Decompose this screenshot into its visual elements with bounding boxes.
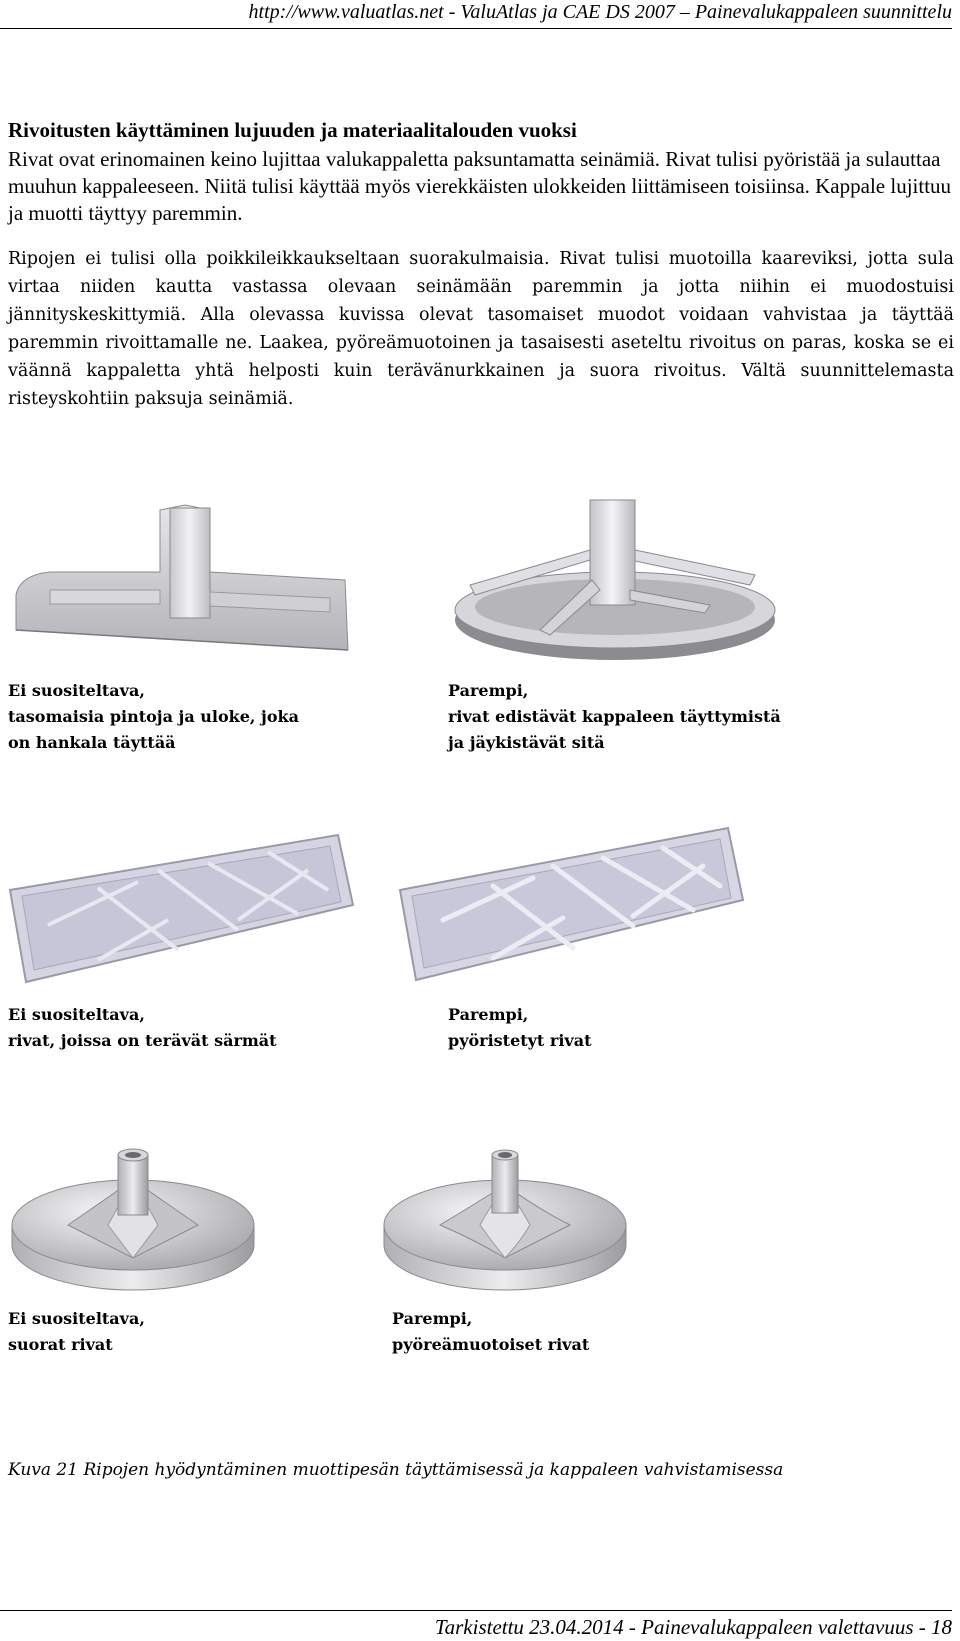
caption-line: Parempi, bbox=[392, 1309, 473, 1328]
caption-better-curved bbox=[392, 1306, 589, 1358]
caption-not-recommended-sharp bbox=[8, 1002, 277, 1054]
caption-line: suorat rivat bbox=[8, 1335, 113, 1354]
caption-not-recommended-flat bbox=[8, 678, 299, 756]
caption-line: Ei suositeltava, bbox=[8, 1309, 145, 1328]
figure-tray-sharp-ribs bbox=[8, 830, 358, 990]
caption-better-ribs bbox=[448, 678, 781, 756]
caption-line: tasomaisia pintoja ja uloke, joka bbox=[8, 707, 299, 726]
figure-ribbed-part bbox=[450, 495, 780, 665]
figure-disc-straight-ribs bbox=[8, 1140, 258, 1295]
figure-tray-rounded-ribs bbox=[398, 820, 748, 990]
caption-line: Parempi, bbox=[448, 681, 529, 700]
figure-disc-curved-ribs bbox=[380, 1140, 630, 1295]
caption-line: pyöreämuotoiset rivat bbox=[392, 1335, 590, 1354]
caption-better-rounded bbox=[448, 1002, 591, 1054]
caption-line: Ei suositeltava, bbox=[8, 1005, 145, 1024]
caption-not-recommended-straight bbox=[8, 1306, 145, 1358]
figure-flat-part-with-boss bbox=[10, 500, 360, 660]
figure-caption: Kuva 21 Ripojen hyödyntäminen muottipesän täyttämisessä ja kappaleen vahvistamisessa bbox=[8, 1460, 784, 1480]
caption-line: pyöristetyt rivat bbox=[448, 1031, 592, 1050]
paragraph-2: Ripojen ei tulisi olla poikkileikkaukseltaan suorakulmaisia. Rivat tulisi muotoilla kaareviksi, jotta sula virtaa niiden kautta vastassa olevaan seinämään paremmin ja jotta niihin ei muodostuisi jännityskeskittymiä. Alla olevassa kuvissa olevat tasomaiset muodot voidaan vahvistaa ja täyttää paremmin rivoittamalle ne. Laakea, pyöreämuotoinen ja tasaisesti aseteltu rivoitus on paras, koska se ei väännä kappaletta yhtä helposti kuin terävänurkkainen ja suora rivoitus. Vältä suunnittelemasta risteyskohtiin paksuja seinämiä. bbox=[8, 249, 954, 409]
section-title: Rivoitusten käyttäminen lujuuden ja materiaalitalouden vuoksi bbox=[8, 118, 577, 142]
caption-line: Ei suositeltava, bbox=[8, 681, 145, 700]
caption-line: ja jäykistävät sitä bbox=[448, 733, 605, 752]
page-footer bbox=[0, 1610, 952, 1640]
page-header bbox=[0, 0, 952, 29]
caption-line: on hankala täyttää bbox=[8, 733, 176, 752]
footer-text: Tarkistettu 23.04.2014 - Painevalukappaleen valettavuus - 18 bbox=[434, 1615, 952, 1639]
header-text: http://www.valuatlas.net - ValuAtlas ja CAE DS 2007 – Painevalukappaleen suunnittelu bbox=[248, 1, 952, 23]
caption-line: rivat, joissa on terävät särmät bbox=[8, 1031, 277, 1050]
paragraph-1: Rivat ovat erinomainen keino lujittaa valukappaletta paksuntamatta seinämiä. Rivat tulisi pyöristää ja sulauttaa muuhun kappaleeseen. Niitä tulisi käyttää myös vierekkäisten ulokkeiden liittämiseen toisiinsa. Kappale lujittuu ja muotti täyttyy paremmin. bbox=[8, 147, 952, 225]
caption-line: rivat edistävät kappaleen täyttymistä bbox=[448, 707, 781, 726]
caption-line: Parempi, bbox=[448, 1005, 529, 1024]
